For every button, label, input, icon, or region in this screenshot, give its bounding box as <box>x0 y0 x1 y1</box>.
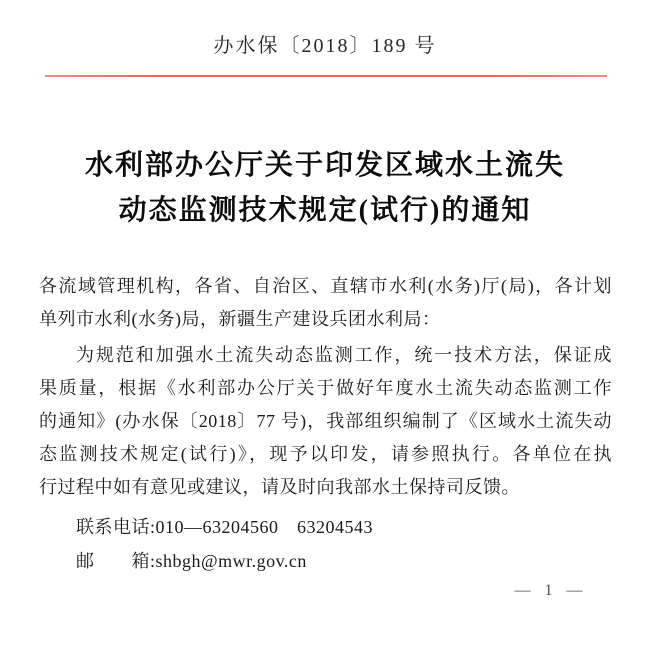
contact-phone: 联系电话:010—63204560 63204543 <box>76 517 374 537</box>
body-para2-line-5: 行过程中如有意见或建议，请及时向我部水土保持司反馈。 <box>39 477 520 497</box>
body-para2-line-2: 果质量，根据《水利部办公厅关于做好年度水土流失动态监测工作 <box>39 378 612 398</box>
doc-number: 办水保〔2018〕189 号 <box>213 35 437 57</box>
contact-email: 邮 箱:shbgh@mwr.gov.cn <box>76 551 307 571</box>
body-para2-line-1: 为规范和加强水土流失动态监测工作，统一技术方法，保证成 <box>76 345 612 365</box>
body-para2-line-3: 的通知》(办水保〔2018〕77 号)，我部组织编制了《区域水土流失动 <box>39 411 612 431</box>
document-title <box>0 143 650 233</box>
title-line-2: 动态监测技术规定(试行)的通知 <box>118 195 532 226</box>
body-para1-line-1: 各流域管理机构，各省、自治区、直辖市水利(水务)厅(局)，各计划 <box>39 276 612 296</box>
title-line-1: 水利部办公厅关于印发区域水土流失 <box>84 150 565 181</box>
document-body <box>39 270 612 578</box>
body-para1-line-2: 单列市水利(水务)局，新疆生产建设兵团水利局： <box>39 309 441 329</box>
red-separator-line <box>45 75 607 77</box>
body-para2-line-4: 态监测技术规定(试行)》，现予以印发，请参照执行。各单位在执 <box>39 444 612 464</box>
page-number: — 1 — <box>514 582 588 599</box>
